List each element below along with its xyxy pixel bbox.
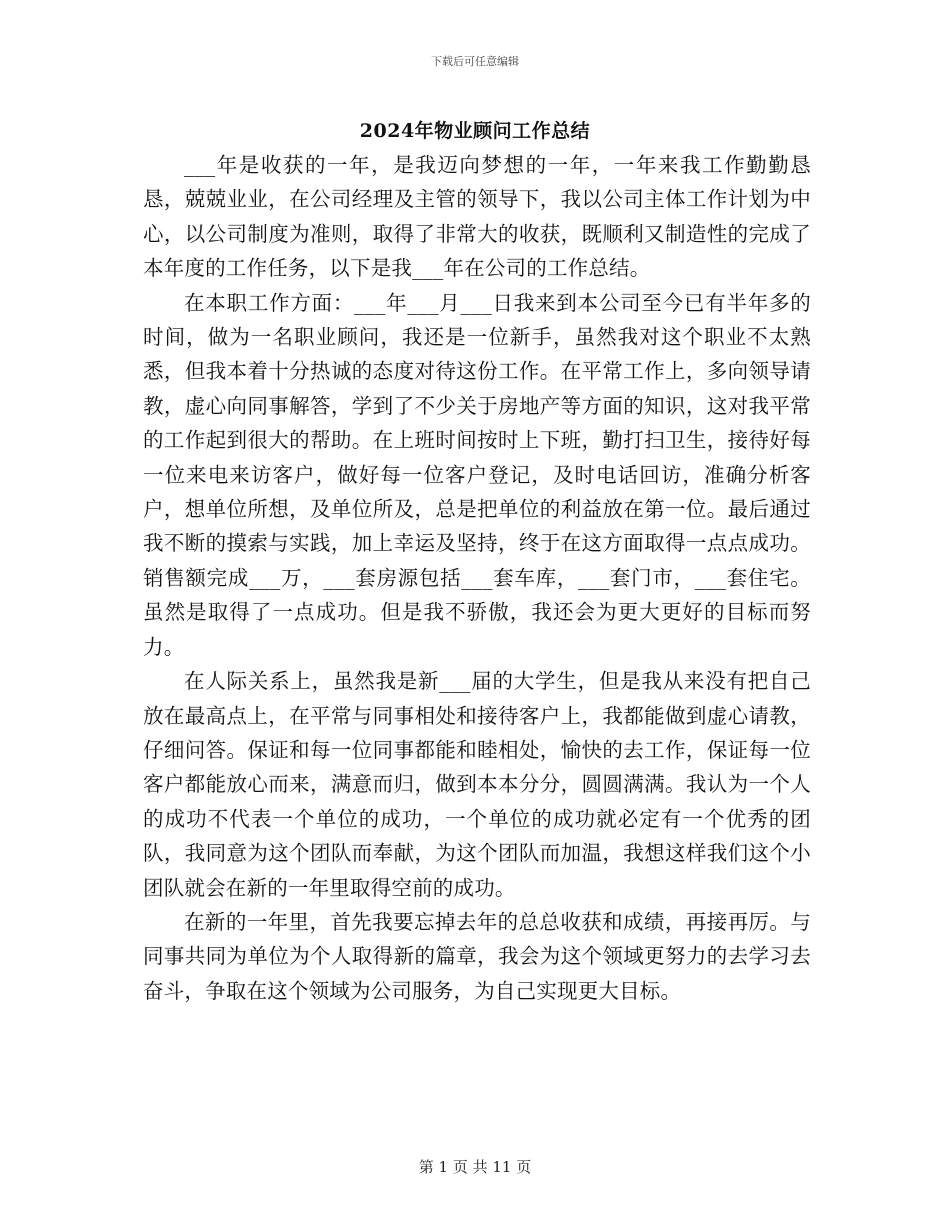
document-title: 2024年物业顾问工作总结 <box>359 120 591 142</box>
document-body <box>143 148 811 1008</box>
paragraph-job-duties: 在本职工作方面：___年___月___日我来到本公司至今已有半年多的时间，做为一名职业顾问，我还是一位新手，虽然我对这个职业不太熟悉，但我本着十分热诚的态度对待这份工作。在平常工作上，多向领导请教，虚心向同事解答，学到了不少关于房地产等方面的知识，这对我平常的工作起到很大的帮助。在上班时间按时上下班，勤打扫卫生，接待好每一位来电来访客户，做好每一位客户登记，及时电话回访，准确分析客户，想单位所想，及单位所及，总是把单位的利益放在第一位。最后通过我不断的摸索与实践，加上幸运及坚持，终于在这方面取得一点点成功。销售额完成___万，___套房源包括___套车库，___套门市，___套住宅。虽然是取得了一点成功。但是我不骄傲，我还会为更大更好的目标而努力。 <box>143 290 811 659</box>
header-note: 下载后可任意编辑 <box>431 55 519 68</box>
paragraph-intro: ___年是收获的一年，是我迈向梦想的一年，一年来我工作勤勤恳恳，兢兢业业，在公司经理及主管的领导下，我以公司主体工作计划为中心，以公司制度为准则，取得了非常大的收获，既顺利又制造性的完成了本年度的工作任务，以下是我___年在公司的工作总结。 <box>143 153 811 281</box>
page-number: 第 1 页 共 11 页 <box>418 1158 532 1176</box>
paragraph-new-year: 在新的一年里，首先我要忘掉去年的总总收获和成绩，再接再厉。与同事共同为单位为个人取得新的篇章，我会为这个领域更努力的去学习去奋斗，争取在这个领域为公司服务，为自己实现更大目标。 <box>143 909 811 1003</box>
paragraph-relationships: 在人际关系上，虽然我是新___届的大学生，但是我从来没有把自己放在最高点上，在平常与同事相处和接待客户上，我都能做到虚心请教，仔细问答。保证和每一位同事都能和睦相处，愉快的去工作，保证每一位客户都能放心而来，满意而归，做到本本分分，圆圆满满。我认为一个人的成功不代表一个单位的成功，一个单位的成功就必定有一个优秀的团队，我同意为这个团队而奉献，为这个团队而加温，我想这样我们这个小团队就会在新的一年里取得空前的成功。 <box>143 669 811 900</box>
